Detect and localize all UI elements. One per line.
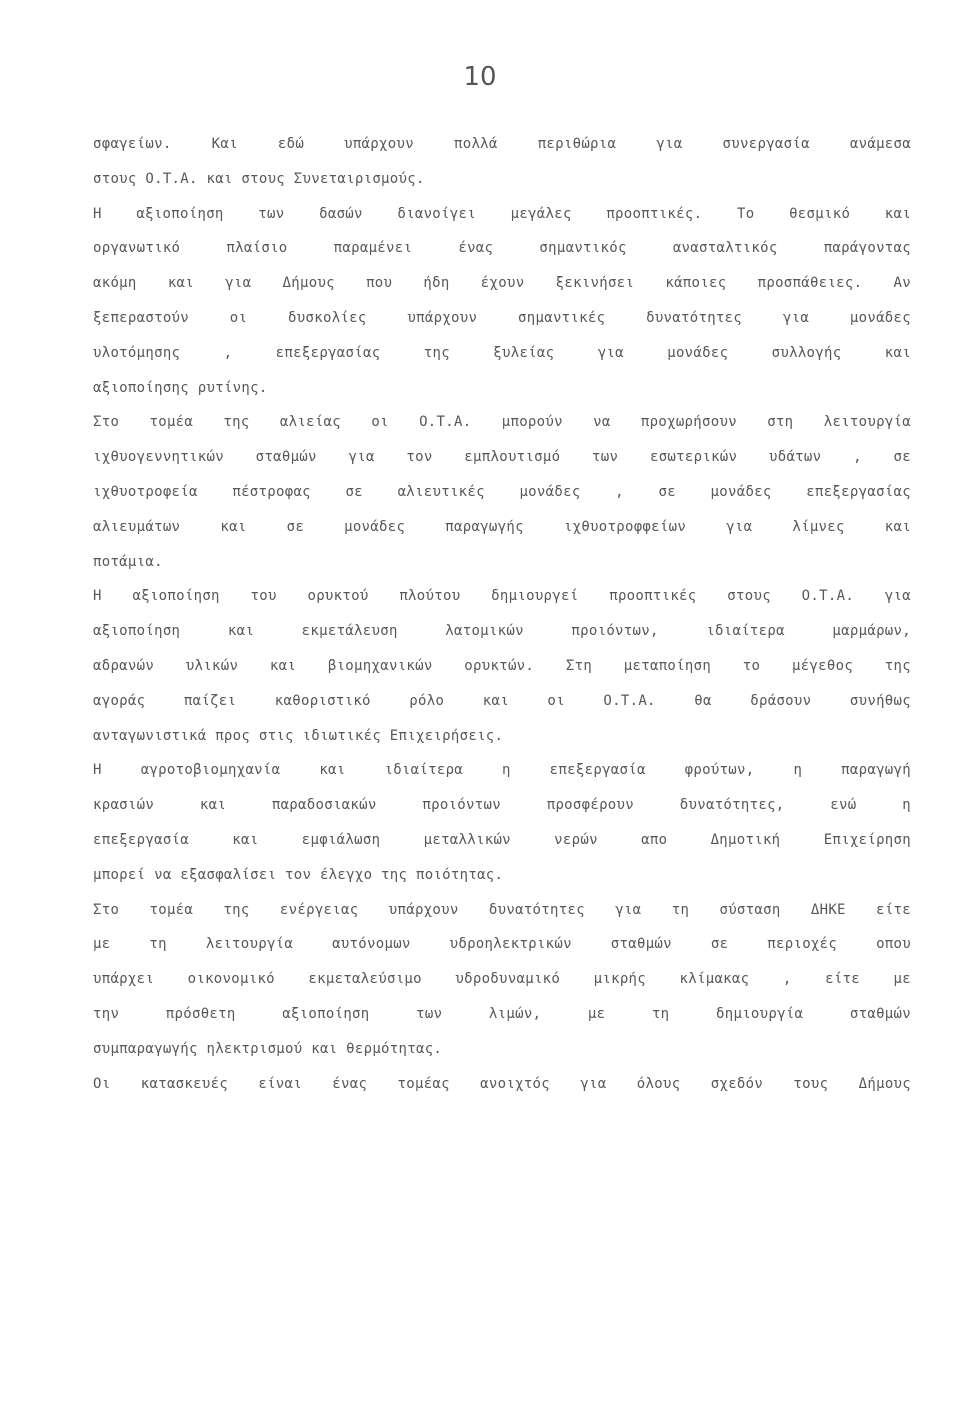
text-line: Στο τομέα της ενέργειας υπάρχουν δυνατότητες για τη σύσταση ΔΗΚΕ είτε <box>93 901 911 918</box>
text-line: αδρανών υλικών και βιομηχανικών ορυκτών. Στη μεταποίηση το μέγεθος της <box>93 657 911 674</box>
text-line: υλοτόμησης , επεξεργασίας της ξυλείας για μονάδες συλλογής και <box>93 344 911 361</box>
text-line: αγοράς παίζει καθοριστικό ρόλο και οι Ο.Τ.Α. θα δράσουν συνήθως <box>93 692 911 709</box>
text-line: ξεπεραστούν οι δυσκολίες υπάρχουν σημαντικές δυνατότητες για μονάδες <box>93 309 911 326</box>
text-line: ανταγωνιστικά προς στις ιδιωτικές Επιχειρήσεις. <box>93 727 504 744</box>
text-line: αξιοποίησης ρυτίνης. <box>93 379 268 396</box>
text-line: αξιοποίηση και εκμετάλευση λατομικών προιόντων, ιδιαίτερα μαρμάρων, <box>93 623 911 640</box>
page-number: 10 <box>463 62 497 92</box>
text-line: ποτάμια. <box>93 553 163 570</box>
text-line: Η αξιοποίηση των δασών διανοίγει μεγάλες προοπτικές. Το θεσμικό και <box>93 205 911 222</box>
text-line: ιχθυογεννητικών σταθμών για τον εμπλουτισμό των εσωτερικών υδάτων , σε <box>93 449 911 466</box>
text-line: Η αξιοποίηση του ορυκτού πλούτου δημιουργεί προοπτικές στους Ο.Τ.Α. για <box>93 588 911 605</box>
text-line: ακόμη και για Δήμους που ήδη έχουν ξεκινήσει κάποιες προσπάθειες. Αν <box>93 275 911 292</box>
text-line: υπάρχει οικονομικό εκμεταλεύσιμο υδροδυναμικό μικρής κλίμακας , είτε με <box>93 971 911 988</box>
text-line: μπορεί να εξασφαλίσει τον έλεγχο της ποιότητας. <box>93 866 504 883</box>
text-line: επεξεργασία και εμφιάλωση μεταλλικών νερών απο Δημοτική Επιχείρηση <box>93 831 911 848</box>
document-body <box>93 127 911 1101</box>
text-line: αλιευμάτων και σε μονάδες παραγωγής ιχθυοτροφφείων για λίμνες και <box>93 518 911 535</box>
text-line: συμπαραγωγής ηλεκτρισμού και θερμότητας. <box>93 1040 443 1057</box>
text-line: ιχθυοτροφεία πέστροφας σε αλιευτικές μονάδες , σε μονάδες επεξεργασίας <box>93 483 911 500</box>
text-line: Η αγροτοβιομηχανία και ιδιαίτερα η επεξεργασία φρούτων, η παραγωγή <box>93 762 911 779</box>
text-line: Στο τομέα της αλιείας οι Ο.Τ.Α. μπορούν να προχωρήσουν στη λειτουργία <box>93 414 911 431</box>
text-line: οργανωτικό πλαίσιο παραμένει ένας σημαντικός ανασταλτικός παράγοντας <box>93 240 911 257</box>
text-line: Οι κατασκευές είναι ένας τομέας ανοιχτός για όλους σχεδόν τους Δήμους <box>93 1075 911 1092</box>
text-line: στους Ο.Τ.Α. και στους Συνεταιρισμούς. <box>93 170 425 187</box>
text-line: την πρόσθετη αξιοποίηση των λιμών, με τη δημιουργία σταθμών <box>93 1005 911 1022</box>
text-line: με τη λειτουργία αυτόνομων υδροηλεκτρικών σταθμών σε περιοχές οπου <box>93 936 911 953</box>
text-line: σφαγείων. Και εδώ υπάρχουν πολλά περιθώρια για συνεργασία ανάμεσα <box>93 136 911 152</box>
text-line: κρασιών και παραδοσιακών προιόντων προσφέρουν δυνατότητες, ενώ η <box>93 797 911 814</box>
